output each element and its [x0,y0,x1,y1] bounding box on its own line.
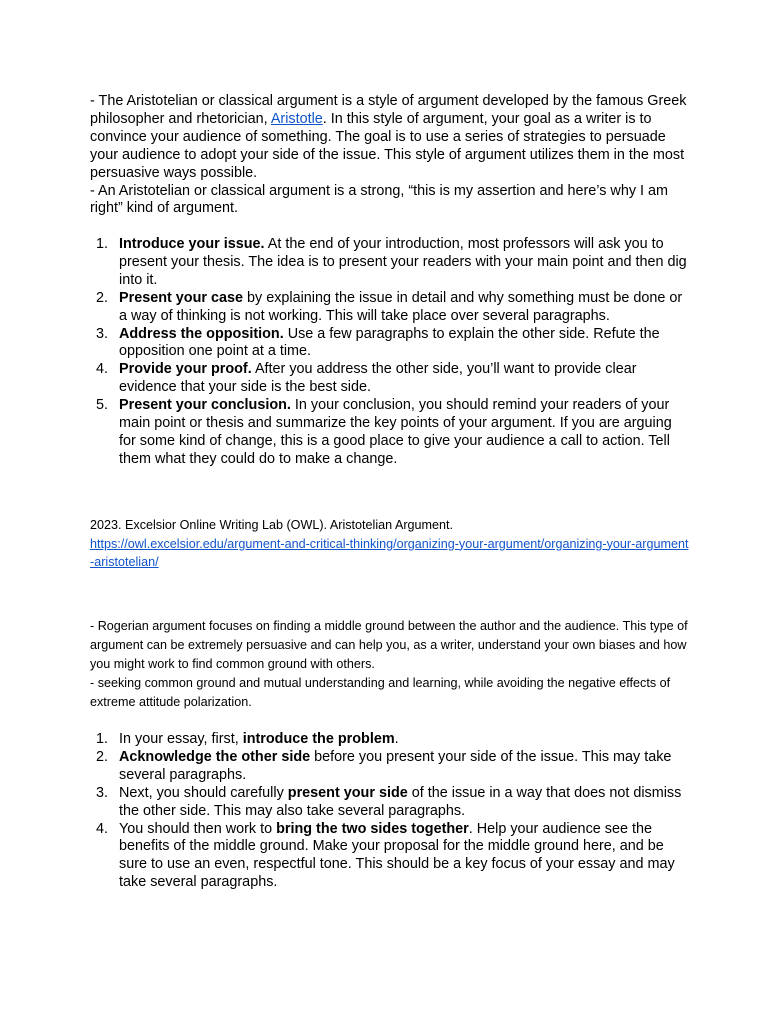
list-item: 1. Introduce your issue. At the end of your introduction, most professors will ask you to present your thesis. The idea is to present your readers with your main point and then dig into it. [96,236,687,288]
list-item: 1. In your essay, first, introduce the problem. [96,731,399,747]
citation-url-link[interactable]: https://owl.excelsior.edu/argument-and-critical-thinking/organizing-your-argument/organizing-your-argument-aristotelian/ [90,536,689,569]
list-item: 5. Present your conclusion. In your conclusion, you should remind your readers of your main point or thesis and summarize the key points of your argument. If you are arguing for some kind of change, this is a good place to give your audience a call to action. Tell them what they could do to make a change. [96,397,672,467]
rogerian-paragraph-1: - Rogerian argument focuses on finding a middle ground between the author and the audience. This type of argument can be extremely persuasive and can help you, as a writer, understand your own biases and how you might work to find common ground with others. [90,619,688,671]
aristotelian-steps-list [90,236,690,469]
list-item: 2. Acknowledge the other side before you present your side of the issue. This may take several paragraphs. [96,748,672,783]
list-item: 2. Present your case by explaining the issue in detail and why something must be done or a way of thinking is not working. This will take place over several paragraphs. [96,289,683,324]
list-item: 4. Provide your proof. After you address the other side, you’ll want to provide clear evidence that your side is the best side. [96,361,637,396]
aristotelian-intro [90,93,690,218]
rogerian-intro [90,617,690,712]
list-item: 4. You should then work to bring the two sides together. Help your audience see the benefits of the middle ground. Make your proposal for the middle ground here, and be sure to use an even, respectful tone. This should be a key focus of your essay and may take several paragraphs. [96,820,675,891]
aristotle-link[interactable]: Aristotle [270,110,323,127]
aristotelian-paragraph-2: - An Aristotelian or classical argument is a strong, “this is my assertion and here’s why I am right” kind of argument. [90,182,668,217]
list-item: 3. Address the opposition. Use a few paragraphs to explain the other side. Refute the opposition one point at a time. [96,325,660,360]
list-item: 3. Next, you should carefully present your side of the issue in a way that does not dismiss the other side. This may also take several paragraphs. [96,784,682,819]
rogerian-paragraph-2: - seeking common ground and mutual understanding and learning, while avoiding the negative effects of extreme attitude polarization. [90,676,671,709]
rogerian-steps-list [90,731,690,892]
aristotelian-paragraph-1: - The Aristotelian or classical argument is a style of argument developed by the famous Greek philosopher and rhetorician, Aristotle. In this style of argument, your goal as a writer is to convince your audience of something. The goal is to use a series of strategies to persuade your audience to adopt your side of the issue. This style of argument utilizes them in the most persuasive ways possible. [90,93,687,181]
citation-text: 2023. Excelsior Online Writing Lab (OWL). Aristotelian Argument. [90,518,454,532]
citation [90,516,690,572]
